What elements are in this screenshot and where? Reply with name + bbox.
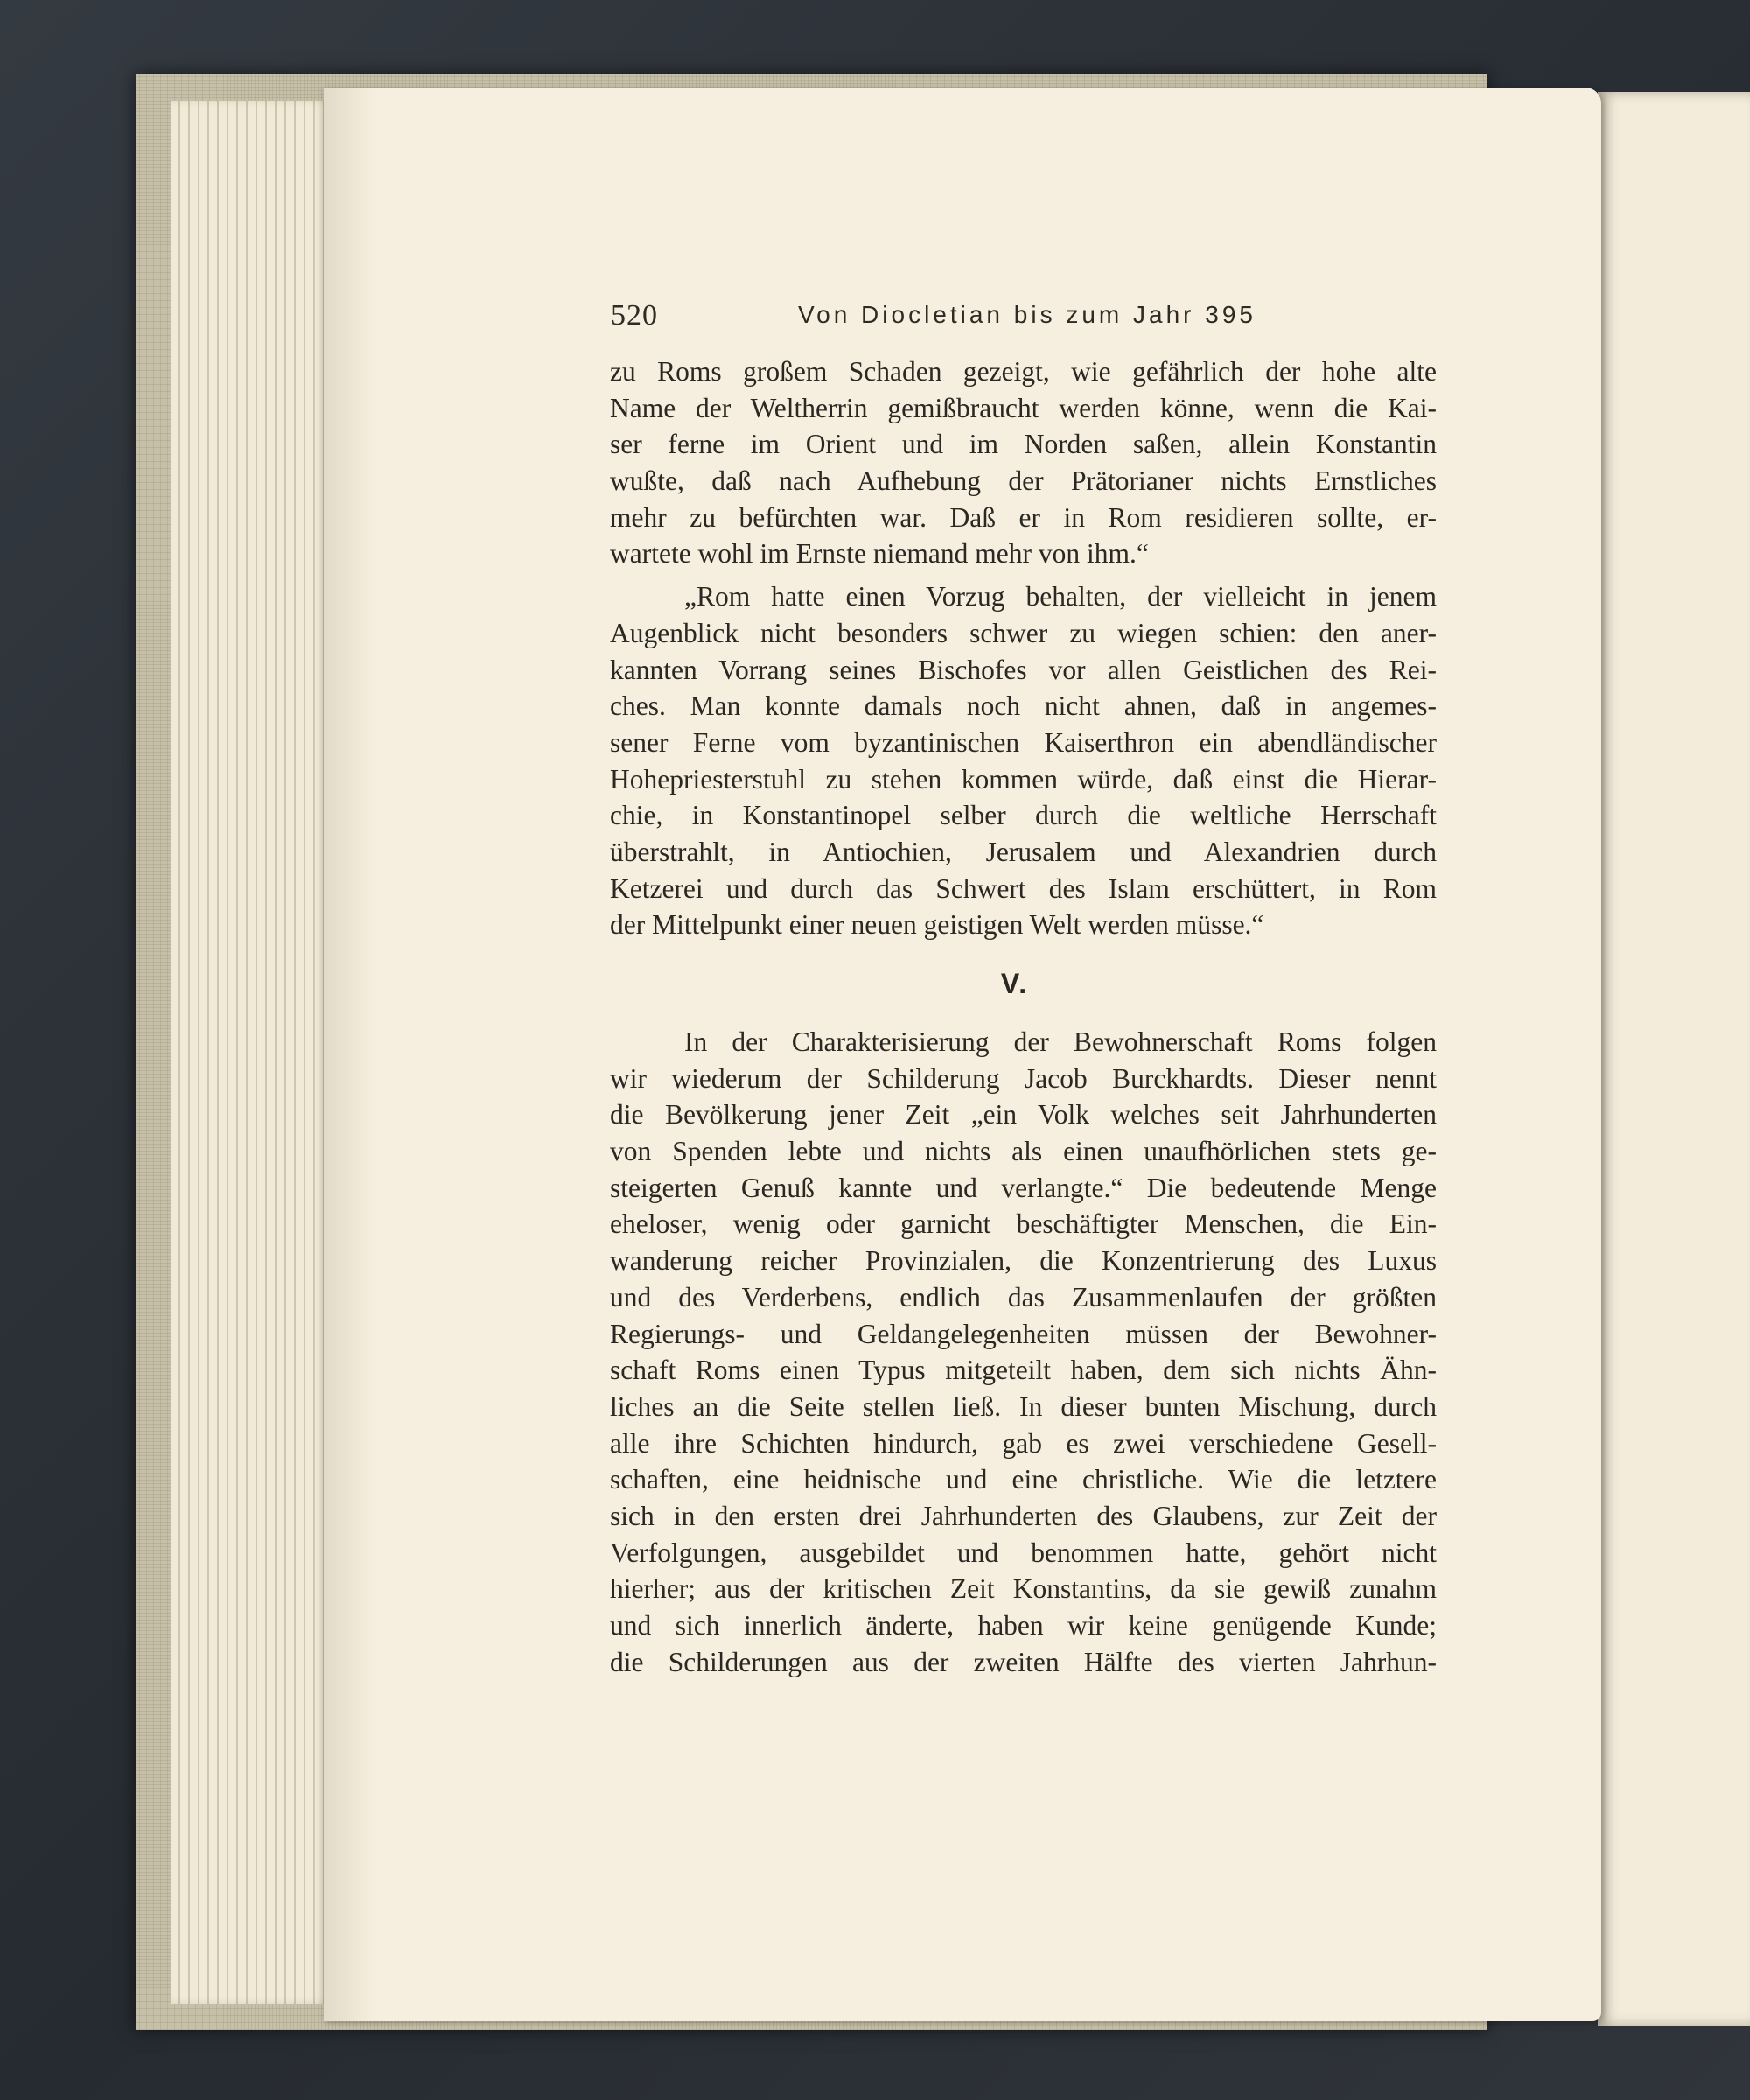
text-line: Augenblick nicht besonders schwer zu wiegen schien: den aner- (610, 617, 1437, 648)
paragraph-3 (610, 1024, 1437, 1680)
text-line: Name der Weltherrin gemißbraucht werden könne, wenn die Kai- (610, 392, 1437, 424)
text-line: „Rom hatte einen Vorzug behalten, der vielleicht in jenem (684, 581, 1437, 612)
section-heading: V. (1000, 968, 1029, 999)
text-line: schaften, eine heidnische und eine christliche. Wie die letztere (610, 1464, 1437, 1495)
text-line: sich in den ersten drei Jahrhunderten des Glaubens, zur Zeit der (610, 1500, 1437, 1531)
text-line: und des Verderbens, endlich das Zusammenlaufen der größten (610, 1281, 1437, 1312)
text-line: ches. Man konnte damals noch nicht ahnen, daß in angemes- (610, 690, 1437, 722)
text-line: die Schilderungen aus der zweiten Hälfte des vierten Jahrhun- (610, 1646, 1437, 1677)
text-line: eheloser, wenig oder garnicht beschäftigter Menschen, die Ein- (610, 1208, 1437, 1240)
text-line: der Mittelpunkt einer neuen geistigen Welt werden müsse.“ (610, 909, 1264, 941)
text-line: und sich innerlich änderte, haben wir keine genügende Kunde; (610, 1610, 1437, 1641)
text-line: die Bevölkerung jener Zeit „ein Volk welches seit Jahrhunderten (610, 1099, 1437, 1130)
text-line: hierher; aus der kritischen Zeit Konstantins, da sie gewiß zunahm (610, 1573, 1437, 1605)
body-text (610, 354, 1437, 1680)
text-line: Ketzerei und durch das Schwert des Islam erschüttert, in Rom (610, 872, 1437, 904)
page-number: 520 (611, 299, 658, 332)
text-line: sener Ferne vom byzantinischen Kaiserthron ein abendländischer (610, 726, 1437, 758)
page-stack-edges (171, 101, 332, 2004)
paragraph-2 (610, 578, 1437, 943)
text-line: Hohepriesterstuhl zu stehen kommen würde, daß einst die Hierar- (610, 763, 1437, 794)
text-line: Regierungs- und Geldangelegenheiten müssen der Bewohner- (610, 1318, 1437, 1349)
paragraph-1 (610, 354, 1437, 572)
text-line: kannten Vorrang seines Bischofes vor allen Geistlichen des Rei- (610, 654, 1437, 685)
text-line: alle ihre Schichten hindurch, gab es zwei verschiedene Gesell- (610, 1427, 1437, 1459)
text-line: steigerten Genuß kannte und verlangte.“ Die bedeutende Menge (610, 1172, 1437, 1203)
text-line: Verfolgungen, ausgebildet und benommen hatte, gehört nicht (610, 1536, 1437, 1568)
text-line: In der Charakterisierung der Bewohnerschaft Roms folgen (684, 1026, 1437, 1057)
text-line: zu Roms großem Schaden gezeigt, wie gefährlich der hohe alte (610, 356, 1437, 387)
paragraph-gap (610, 572, 1437, 578)
text-line: chie, in Konstantinopel selber durch die weltliche Herrschaft (610, 800, 1437, 831)
text-line: überstrahlt, in Antiochien, Jerusalem und Alexandrien durch (610, 836, 1437, 867)
text-line: ser ferne im Orient und im Norden saßen, allein Konstantin (610, 429, 1437, 460)
text-line: wanderung reicher Provinzialen, die Konzentrierung des Luxus (610, 1245, 1437, 1277)
next-page-edge (1598, 92, 1750, 2026)
text-line: von Spenden lebte und nichts als einen unaufhörlichen stets ge- (610, 1136, 1437, 1167)
running-header (604, 296, 1452, 338)
text-line: wußte, daß nach Aufhebung der Prätorianer nichts Ernstliches (610, 466, 1437, 497)
text-line: wir wiederum der Schilderung Jacob Burckhardts. Dieser nennt (610, 1062, 1437, 1094)
text-line: wartete wohl im Ernste niemand mehr von ihm.“ (610, 538, 1149, 570)
running-title: Von Diocletian bis zum Jahr 395 (798, 301, 1256, 328)
text-line: mehr zu befürchten war. Daß er in Rom residieren sollte, er- (610, 501, 1437, 533)
text-line: schaft Roms einen Typus mitgeteilt haben, dem sich nichts Ähn- (610, 1354, 1437, 1386)
text-line: liches an die Seite stellen ließ. In dieser bunten Mischung, durch (610, 1390, 1437, 1422)
